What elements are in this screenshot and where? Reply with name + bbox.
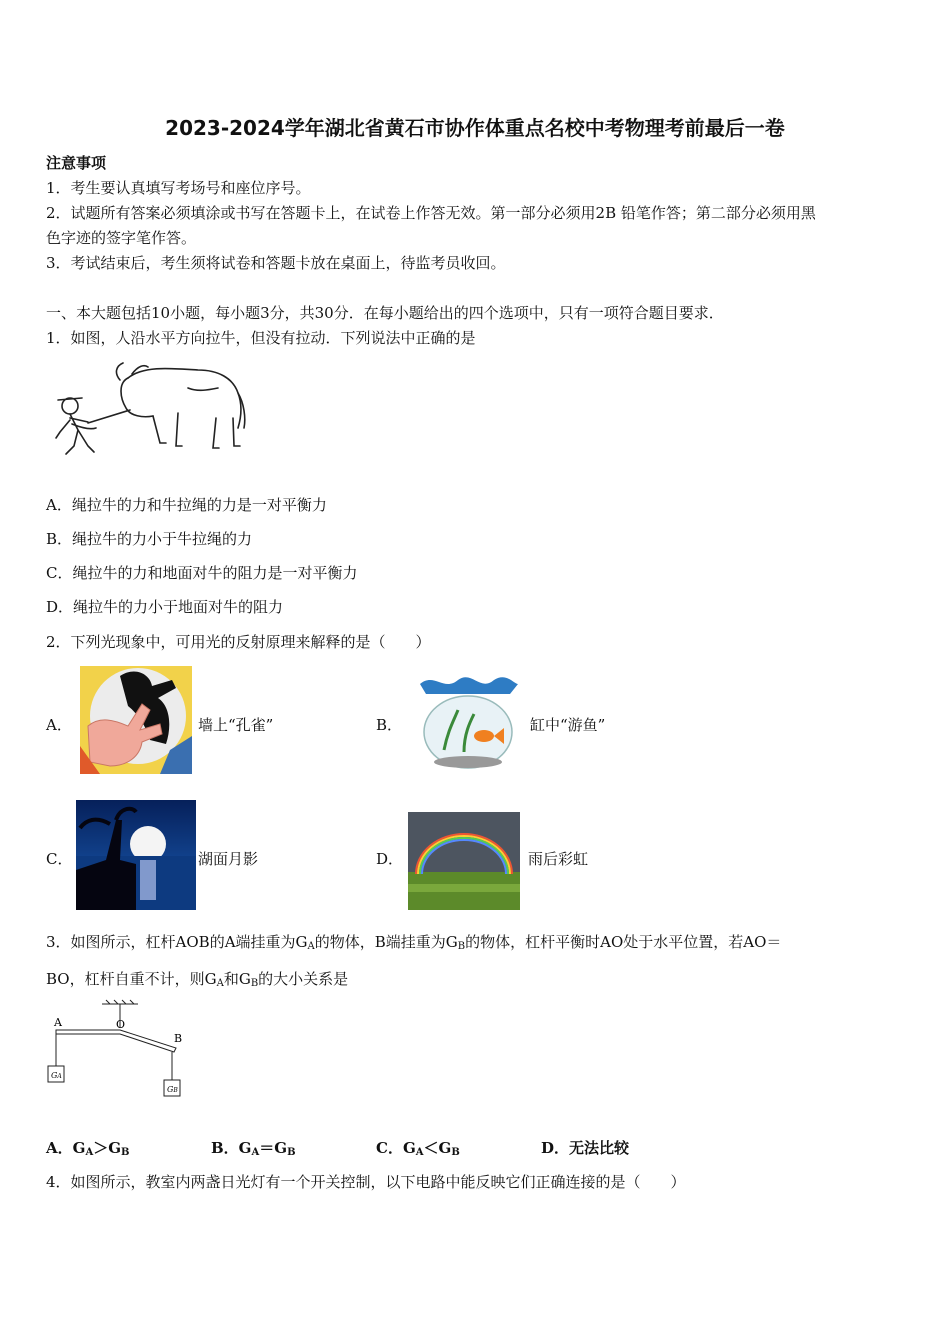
fishbowl-image xyxy=(414,670,522,774)
q2-option-a-caption: 墙上“孔雀” xyxy=(198,716,274,734)
q2-stem: 2．下列光现象中，可用光的反射原理来解释的是（ ） xyxy=(46,633,431,651)
q2-option-b-caption: 缸中“游鱼” xyxy=(530,716,606,734)
page-title: 2023-2024学年湖北省黄石市协作体重点名校中考物理考前最后一卷 xyxy=(165,116,785,140)
notice-item: 色字迹的签字笔作答。 xyxy=(46,229,197,247)
q3-option-b[interactable]: B．$G_A=G_B$ xyxy=(211,1139,296,1158)
q3-stem-line1: 3．如图所示，杠杆AOB的A端挂重为$G_A$的物体，B端挂重为$G_B$的物体，杠杆平衡时AO处于水平位置，若AO＝ xyxy=(46,933,782,952)
rainbow-image xyxy=(408,812,520,910)
moon-reflection-image xyxy=(76,800,196,910)
notice-item: 3．考试结束后，考生须将试卷和答题卡放在桌面上，待监考员收回。 xyxy=(46,254,506,272)
q1-option-a[interactable]: A．绳拉牛的力和牛拉绳的力是一对平衡力 xyxy=(46,496,327,514)
notice-item: 2．试题所有答案必须填涂或书写在答题卡上，在试卷上作答无效。第一部分必须用2B 铅笔作答；第二部分必须用黑 xyxy=(46,204,816,222)
q3-option-a[interactable]: A．$G_A>G_B$ xyxy=(46,1139,130,1158)
q2-option-b-letter[interactable]: B． xyxy=(376,716,403,734)
lever-label-b: B xyxy=(174,1032,183,1045)
lever-label-a: A xyxy=(54,1016,62,1029)
q3-option-d[interactable]: D．无法比较 xyxy=(541,1139,630,1157)
q2-option-a-letter[interactable]: A． xyxy=(46,716,72,734)
notice-item: 1．考生要认真填写考场号和座位序号。 xyxy=(46,179,311,197)
q1-option-b[interactable]: B．绳拉牛的力小于牛拉绳的力 xyxy=(46,530,253,548)
q3-stem-line2: BO，杠杆自重不计，则$G_A$和$G_B$的大小关系是 xyxy=(46,970,349,989)
q2-option-d-caption: 雨后彩虹 xyxy=(528,850,589,868)
lever-label-o: O xyxy=(116,1018,126,1031)
weight-label-gb: GB xyxy=(167,1085,178,1094)
q3-option-c[interactable]: C．$G_A<G_B$ xyxy=(376,1139,460,1158)
q2-option-c-caption: 湖面月影 xyxy=(198,850,259,868)
q4-stem: 4．如图所示，教室内两盏日光灯有一个开关控制，以下电路中能反映它们正确连接的是（ ） xyxy=(46,1173,686,1191)
man-pulling-ox-illustration xyxy=(48,358,248,466)
q1-stem: 1．如图，人沿水平方向拉牛，但没有拉动．下列说法中正确的是 xyxy=(46,329,476,347)
q2-option-d-letter[interactable]: D． xyxy=(376,850,404,868)
q1-option-c[interactable]: C．绳拉牛的力和地面对牛的阻力是一对平衡力 xyxy=(46,564,358,582)
notice-heading: 注意事项 xyxy=(46,154,107,172)
weight-label-ga: GA xyxy=(51,1071,62,1080)
q1-option-d[interactable]: D．绳拉牛的力小于地面对牛的阻力 xyxy=(46,598,284,616)
section-heading: 一、本大题包括10小题，每小题3分，共30分．在每小题给出的四个选项中，只有一项符合题目要求． xyxy=(46,304,724,322)
lever-diagram xyxy=(44,998,194,1102)
q2-option-c-letter[interactable]: C． xyxy=(46,850,73,868)
hand-shadow-image xyxy=(80,666,192,774)
